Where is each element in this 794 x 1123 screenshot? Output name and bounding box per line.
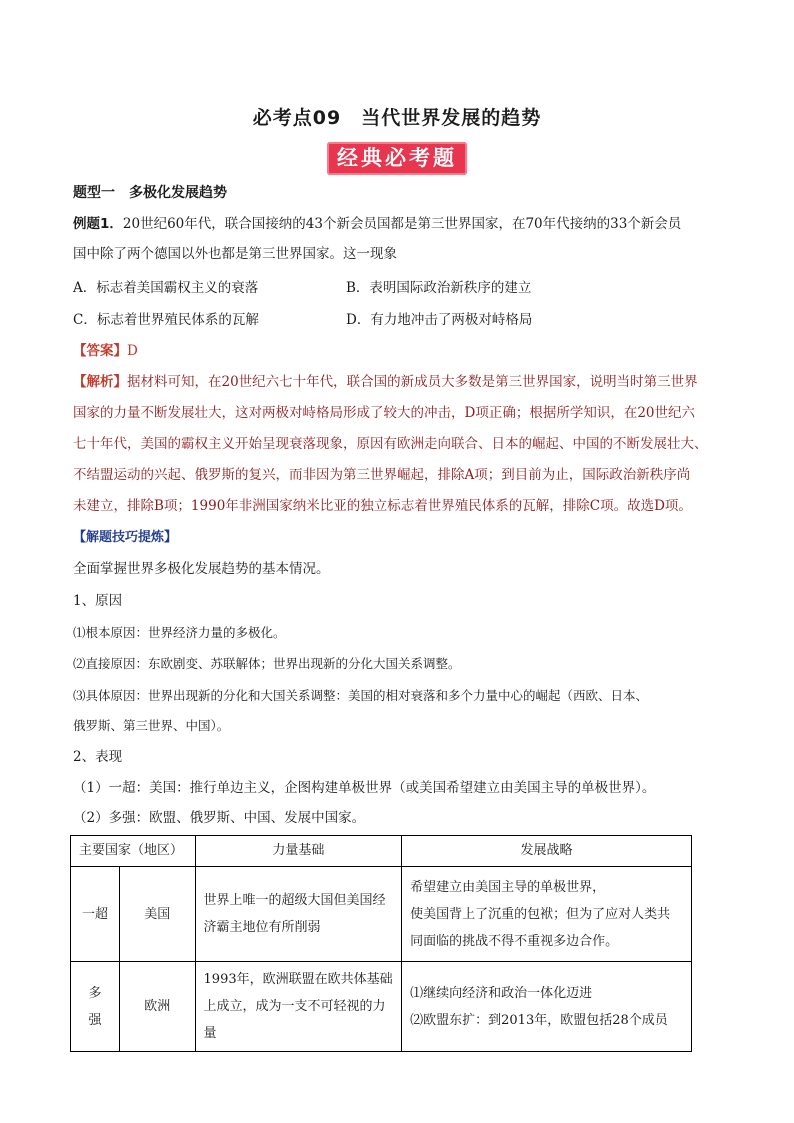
question-text-1: 20世纪60年代，联合国接纳的43个新会员国都是第三世界国家，在70年代接纳的33个新会员 (122, 216, 682, 232)
table-row (71, 962, 692, 1052)
table-row (71, 867, 692, 962)
row-group-powers: 多强 (71, 962, 120, 1052)
strategy-usa-line-1: 希望建立由美国主导的单极世界， (410, 879, 606, 895)
question-label: 例题1． (73, 216, 123, 232)
row-basis-usa: 世界上唯一的超级大国但美国经济霸主地位有所削弱 (195, 867, 402, 962)
row-basis-europe: 1993年，欧洲联盟在欧共体基础上成立，成为一支不可轻视的力量 (195, 962, 402, 1052)
row-strategy-usa (402, 867, 692, 962)
analysis-line-1 (73, 372, 733, 392)
answer-label: 【答案】 (73, 343, 127, 359)
reason-3-line-2: 俄罗斯、第三世界、中国）。 (73, 718, 230, 733)
analysis-line-5: 未建立，排除B项；1990年非洲国家纳米比亚的独立标志着世界殖民体系的瓦解，排除C项。故选D项。 (73, 498, 692, 514)
option-row-1 (73, 278, 733, 298)
reason-2: ⑵直接原因：东欧剧变、苏联解体；世界出现新的分化大国关系调整。 (73, 656, 461, 671)
option-d: D．有力地冲击了两极对峙格局 (346, 312, 533, 328)
manifestation-2: （2）多强：欧盟、俄罗斯、中国、发展中国家。 (73, 810, 366, 826)
manifestation-heading: 2、表现 (73, 749, 123, 765)
reasons-heading: 1、原因 (73, 593, 123, 609)
analysis-label: 【解析】 (73, 374, 127, 390)
option-a: A．标志着美国霸权主义的衰落 (73, 280, 259, 296)
manifestation-1: （1）一超：美国：推行单边主义，企图构建单极世界（或美国希望建立由美国主导的单极世界）。 (73, 780, 656, 796)
page-title: 必考点09 当代世界发展的趋势 (252, 107, 542, 129)
answer-line (73, 341, 733, 361)
header-strategy: 发展战略 (402, 836, 692, 867)
header-basis: 力量基础 (195, 836, 402, 867)
answer-value: D (127, 343, 138, 359)
analysis-line-3: 七十年代，美国的霸权主义开始呈现衰落现象，原因有欧洲走向联合、日本的崛起、中国的不断发展壮大、 (73, 436, 708, 452)
option-b: B．表明国际政治新秩序的建立 (346, 280, 532, 296)
powers-table (70, 835, 692, 1052)
strategy-europe-line-2: ⑵欧盟东扩：到2013年，欧盟包括28个成员 (410, 1012, 668, 1028)
row-country-europe: 欧洲 (119, 962, 195, 1052)
tips-intro: 全面掌握世界多极化发展趋势的基本情况。 (73, 561, 330, 577)
reason-1: ⑴根本原因：世界经济力量的多极化。 (73, 625, 286, 640)
classic-questions-banner: 经典必考题 (327, 142, 467, 175)
row-country-usa: 美国 (119, 867, 195, 962)
option-c: C．标志着世界殖民体系的瓦解 (73, 312, 259, 328)
strategy-europe-line-1: ⑴继续向经济和政治一体化迈进 (410, 985, 593, 1001)
header-country: 主要国家（地区） (71, 836, 196, 867)
tips-heading: 【解题技巧提炼】 (73, 530, 178, 545)
question-line-2: 国中除了两个德国以外也都是第三世界国家。这一现象 (73, 246, 397, 262)
row-group-superpower: 一超 (71, 867, 120, 962)
reason-3-line-1: ⑶具体原因：世界出现新的分化和大国关系调整：美国的相对衰落和多个力量中心的崛起（西欧、日本、 (73, 688, 649, 703)
analysis-line-2: 国家的力量不断发展壮大，这对两极对峙格局形成了较大的冲击，D项正确；根据所学知识，在20世纪六 (73, 405, 696, 421)
section-heading: 题型一 多极化发展趋势 (73, 185, 227, 201)
analysis-text-1: 据材料可知，在20世纪六七十年代，联合国的新成员大多数是第三世界国家，说明当时第三世界 (127, 374, 698, 390)
row-strategy-europe (402, 962, 692, 1052)
question-line-1 (73, 214, 733, 234)
analysis-line-4: 不结盟运动的兴起、俄罗斯的复兴，而非因为第三世界崛起，排除A项；到目前为止，国际政治新秩序尚 (73, 467, 691, 483)
table-header-row (71, 836, 692, 867)
option-row-2 (73, 310, 733, 330)
strategy-usa-line-2: 使美国背上了沉重的包袱；但为了应对人类共同面临的挑战不得不重视多边合作。 (410, 906, 671, 949)
